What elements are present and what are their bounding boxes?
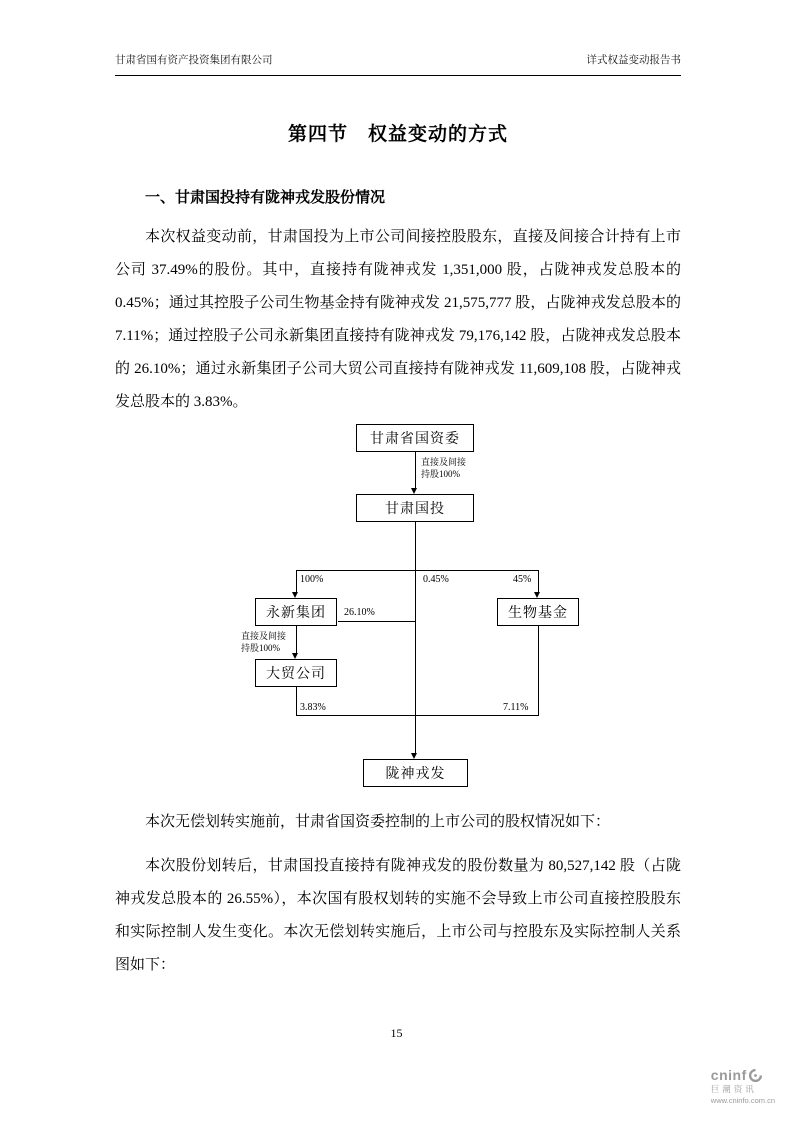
connector-line: [296, 570, 297, 592]
node-gansu-guotou: 甘肃国投: [356, 494, 474, 522]
connector-line: [338, 621, 415, 622]
edge-label-direct-indirect-100-mid: [241, 630, 286, 654]
document-header: [115, 52, 681, 76]
arrow-down-icon: [411, 488, 417, 494]
connector-line: [296, 626, 297, 653]
arrow-down-icon: [411, 753, 417, 759]
edge-label-3-83pct: 3.83%: [300, 702, 326, 713]
connector-line: [415, 522, 416, 753]
node-biology-fund: 生物基金: [497, 598, 579, 626]
arrow-down-icon: [534, 592, 540, 598]
connector-line: [538, 626, 539, 715]
connector-line: [296, 687, 297, 715]
node-yongxin-group: 永新集团: [255, 598, 337, 626]
paragraph-before-transfer: 本次无偿划转实施前，甘肃省国资委控制的上市公司的股权情况如下：: [145, 814, 611, 830]
edge-label-line: 直接及间接: [421, 457, 467, 467]
cninfo-chinese-name: 巨潮资讯: [710, 1084, 757, 1095]
section-title: 第四节 权益变动的方式: [287, 124, 508, 145]
edge-label-line: 持股100%: [241, 643, 280, 653]
edge-label-7-11pct: 7.11%: [503, 702, 529, 713]
node-longshen-rongfa: 陇神戎发: [363, 759, 468, 787]
node-damao-company: 大贸公司: [255, 659, 337, 687]
arrow-down-icon: [292, 592, 298, 598]
cninfo-url: www.cninfo.com.cn: [710, 1095, 775, 1105]
connector-line: [296, 715, 539, 716]
paragraph-after-transfer: 本次股份划转后，甘肃国投直接持有陇神戎发的股份数量为 80,527,142 股（占陇神戎发总股本的 26.55%），本次国有股权划转的实施不会导致上市公司直接控股股东和实际控制人发生变化。本次无偿划转实施后，上市公司与控股东及实际控制人关系图如下：: [115, 858, 681, 973]
equity-structure-diagram: [0, 418, 793, 800]
connector-line: [415, 452, 416, 488]
node-gansu-sasac: 甘肃省国资委: [356, 424, 474, 452]
connector-line: [296, 570, 539, 571]
connector-line: [538, 570, 539, 592]
edge-label-line: 持股100%: [421, 469, 460, 479]
cninfo-wordmark: cninf: [710, 1067, 747, 1083]
edge-label-direct-indirect-100-top: [421, 456, 466, 480]
edge-label-100pct: 100%: [300, 574, 324, 585]
paragraph-shareholding-before: 本次权益变动前，甘肃国投为上市公司间接控股股东，直接及间接合计持有上市公司 37.49%的股份。其中，直接持有陇神戎发 1,351,000 股，占陇神戎发总股本的 0.45%；通过其控股子公司生物基金持有陇神戎发 21,575,777 股，占陇神戎发总股本的 7.11%；通过控股子公司永新集团直接持有陇神戎发 79,176,142 股，占陇神戎发总股本的 26.10%；通过永新集团子公司大贸公司直接持有陇神戎发 11,609,108 股，占陇神戎发总股本的 3.83%。: [115, 229, 681, 410]
cninfo-swirl-icon: [749, 1069, 762, 1082]
edge-label-26-10pct: 26.10%: [344, 607, 375, 618]
header-company-name: 甘肃省国有资产投资集团有限公司: [115, 55, 273, 66]
edge-label-line: 直接及间接: [241, 631, 287, 641]
subsection-heading: 一、甘肃国投持有陇神戎发股份情况: [145, 189, 386, 206]
page-number: 15: [390, 1026, 403, 1040]
cninfo-logo: [711, 1068, 775, 1105]
cninfo-wordmark-row: [711, 1068, 775, 1083]
arrow-down-icon: [292, 653, 298, 659]
header-report-title: 详式权益变动报告书: [586, 55, 681, 66]
edge-label-45pct: 45%: [513, 574, 532, 585]
edge-label-0-45pct: 0.45%: [423, 574, 449, 585]
